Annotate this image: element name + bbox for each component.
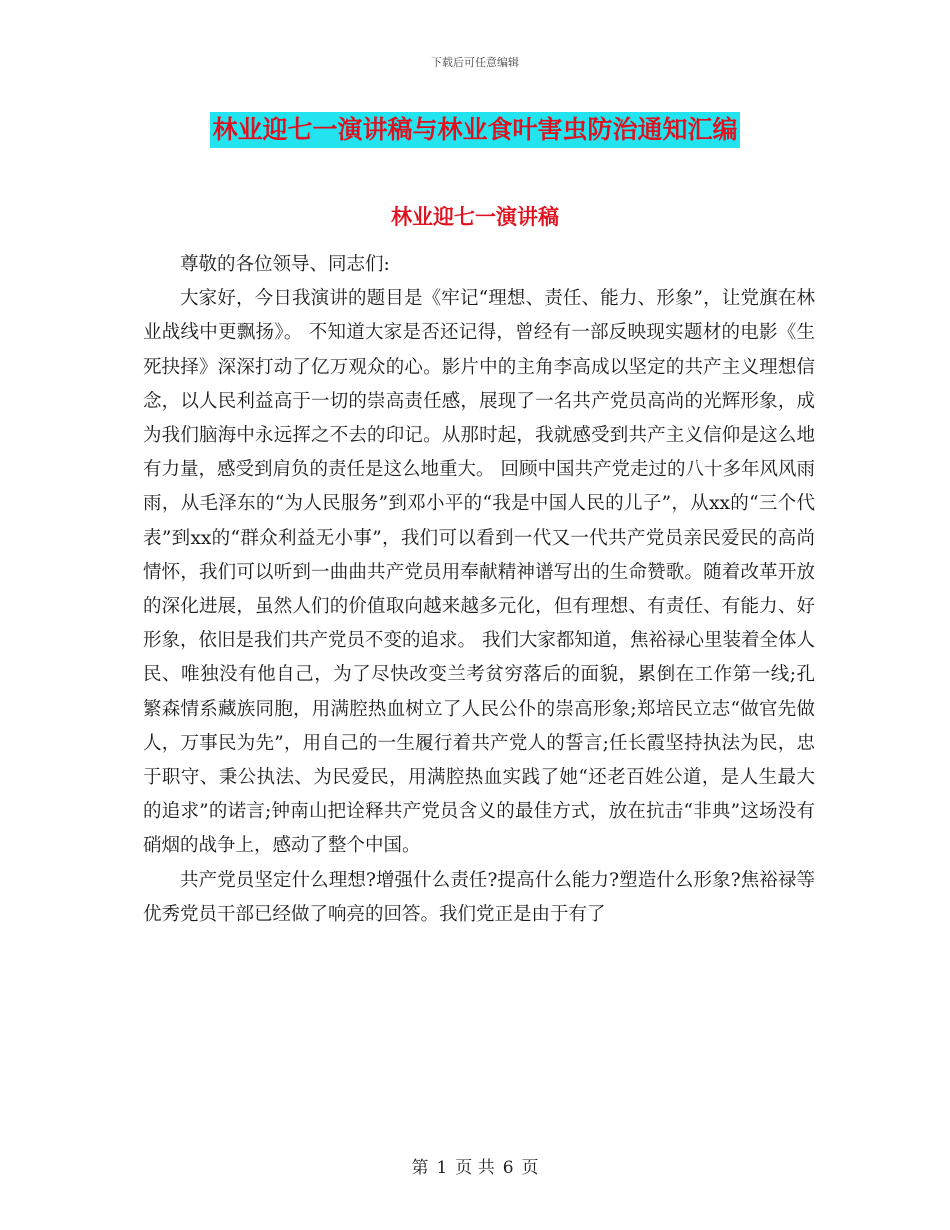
main-title: 林业迎七一演讲稿与林业食叶害虫防治通知汇编 bbox=[210, 112, 739, 148]
page-current: 1 bbox=[436, 1158, 448, 1178]
salutation-paragraph: 尊敬的各位领导、同志们: bbox=[180, 254, 390, 275]
body-paragraph: 大家好，今日我演讲的题目是《牢记“理想、责任、能力、形象”，让党旗在林业战线中更飘扬》。 不知道大家是否还记得，曾经有一部反映现实题材的电影《生死抉择》深深打动了亿万观众的心。影片中的主角李高成以坚定的共产主义理想信念，以人民利益高于一切的崇高责任感，展现了一名共产党员高尚的光辉形象，成为我们脑海中永远挥之不去的印记。从那时起，我就感受到共产主义信仰是这么地有力量，感受到肩负的责任是这么地重大。 回顾中国共产党走过的八十多年风风雨雨，从毛泽东的“为人民服务”到邓小平的“我是中国人民的儿子”，从xx的“三个代表”到xx的“群众利益无小事”，我们可以看到一代又一代共产党员亲民爱民的高尚情怀，我们可以听到一曲曲共产党员用奉献精神谱写出的生命赞歌。随着改革开放的深化进展，虽然人们的价值取向越来越多元化，但有理想、有责任、有能力、好形象，依旧是我们共产党员不变的追求。 我们大家都知道，焦裕禄心里装着全体人民、唯独没有他自己，为了尽快改变兰考贫穷落后的面貌，累倒在工作第一线;孔繁森情系藏族同胞，用满腔热血树立了人民公仆的崇高形象;郑培民立志“做官先做人，万事民为先”，用自己的一生履行着共产党人的誓言;任长霞坚持执法为民，忠于职守、秉公执法、为民爱民，用满腔热血实践了她“还老百姓公道，是人生最大的追求”的诺言;钟南山把诠释共产党员含义的最佳方式，放在抗击“非典”这场没有硝烟的战争上，感动了整个中国。 bbox=[143, 288, 815, 857]
body-paragraph: 共产党员坚定什么理想?增强什么责任?提高什么能力?塑造什么形象?焦裕禄等优秀党员干部已经做了响亮的回答。我们党正是由于有了 bbox=[143, 869, 815, 925]
header-note: 下载后可任意编辑 bbox=[431, 56, 519, 69]
main-title-wrap bbox=[0, 112, 950, 148]
page-label-prefix: 第 bbox=[411, 1158, 429, 1178]
page-label-suffix: 页 bbox=[521, 1158, 539, 1178]
page-total: 6 bbox=[502, 1158, 514, 1178]
document-body bbox=[143, 248, 815, 932]
page-footer bbox=[0, 1153, 950, 1178]
section-title: 林业迎七一演讲稿 bbox=[391, 204, 559, 229]
page-label-mid: 页 共 bbox=[455, 1158, 495, 1178]
